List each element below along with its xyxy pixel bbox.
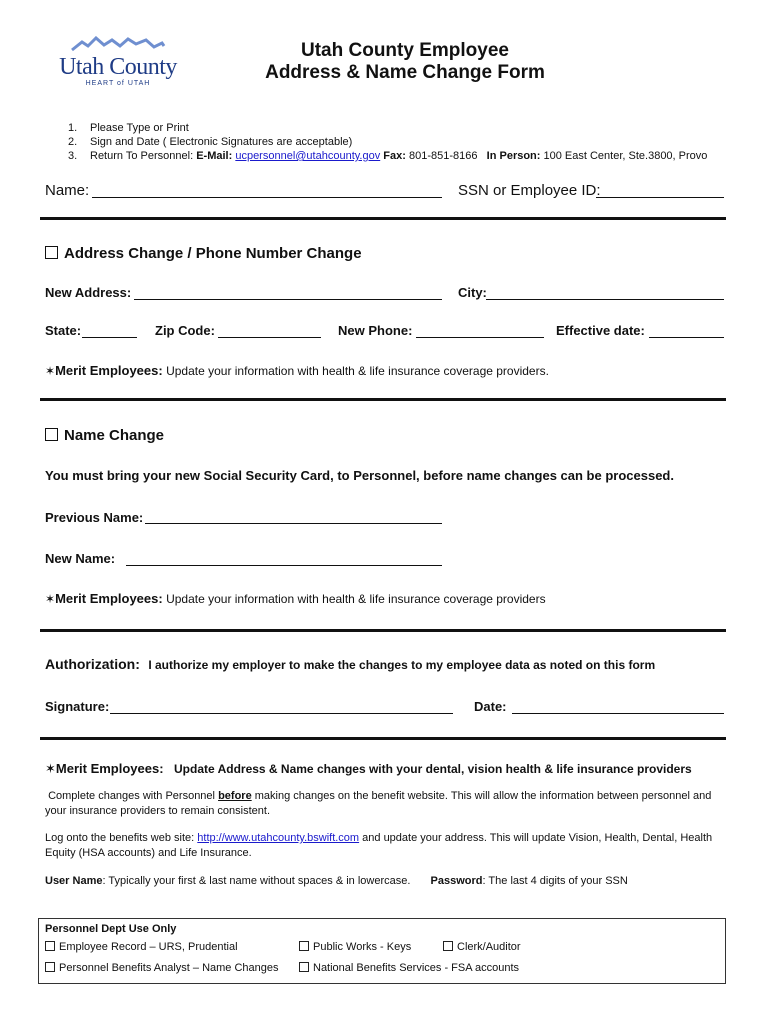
effective-date-label: Effective date: [556, 323, 645, 338]
checkbox-icon [443, 941, 453, 951]
city-field[interactable] [486, 285, 724, 300]
logo-tagline: HEART of UTAH [85, 80, 151, 87]
title-line-2: Address & Name Change Form [265, 62, 545, 83]
benefits-merit-heading: ✶Merit Employees: Update Address & Name changes with your dental, vision health & life insurance providers [45, 761, 692, 776]
star-icon: ✶ [45, 761, 56, 776]
personnel-dept-box [38, 918, 726, 984]
dept-box-title: Personnel Dept Use Only [45, 923, 177, 935]
ssn-field[interactable] [596, 183, 724, 198]
name-merit-note: ✶Merit Employees: Update your information with health & life insurance coverage providers [45, 591, 546, 606]
previous-name-label: Previous Name: [45, 510, 144, 525]
option-employee-record[interactable]: Employee Record – URS, Prudential [45, 941, 238, 953]
bswift-link[interactable]: http://www.utahcounty.bswift.com [197, 832, 360, 844]
zip-field[interactable] [218, 323, 321, 338]
office-address: 100 East Center, Ste.3800, Provo [543, 150, 708, 162]
checkbox-icon [299, 962, 309, 972]
login-info: User Name: Typically your first & last name without spaces & in lowercase. Password: The last 4 digits of your SSN [45, 875, 628, 887]
option-public-works[interactable]: Public Works - Keys [299, 941, 411, 953]
personnel-email-link[interactable]: ucpersonnel@utahcounty.gov [235, 150, 381, 162]
new-name-field[interactable] [126, 551, 442, 566]
new-phone-label: New Phone: [338, 323, 413, 338]
name-label: Name: [45, 182, 90, 199]
instruction-2: 2. Sign and Date ( Electronic Signatures are acceptable) [68, 136, 353, 148]
address-change-checkbox[interactable] [45, 246, 58, 259]
name-change-heading: Name Change [45, 427, 164, 444]
authorization-statement: Authorization: I authorize my employer to make the changes to my employee data as noted on this form [45, 656, 656, 672]
fax-number: 801-851-8166 [408, 150, 478, 162]
logo-name: Utah County [59, 54, 177, 80]
title-line-1: Utah County Employee [301, 40, 509, 61]
instruction-3: 3. Return To Personnel: E-Mail: ucpersonnel@utahcounty.gov Fax: 801-851-8166 In Person: 100 East Center, Ste.3800, Provo [68, 150, 708, 162]
effective-date-field[interactable] [649, 323, 724, 338]
city-label: City: [458, 285, 487, 300]
signature-field[interactable] [110, 699, 453, 714]
benefits-paragraph-2: Log onto the benefits web site: http://www.utahcounty.bswift.com and update your address. This will update Vision, Health, Dental, Health Equity (HSA accounts) and Life Insurance. [45, 832, 713, 859]
ssn-label: SSN or Employee ID: [458, 182, 601, 199]
new-address-label: New Address: [45, 285, 132, 300]
star-icon: ✶ [45, 364, 56, 378]
benefits-paragraph-1: Complete changes with Personnel before making changes on the benefit website. This will allow the information between personnel and your insurance providers to remain consistent. [45, 790, 712, 817]
form-title [200, 40, 610, 84]
new-address-field[interactable] [134, 285, 442, 300]
zip-label: Zip Code: [155, 323, 215, 338]
option-national-benefits[interactable]: National Benefits Services - FSA accounts [299, 962, 519, 974]
instruction-1: 1. Please Type or Print [68, 122, 189, 134]
address-merit-note: ✶Merit Employees: Update your information with health & life insurance coverage providers. [45, 363, 549, 378]
date-label: Date: [474, 699, 507, 714]
star-icon: ✶ [45, 592, 56, 606]
utah-county-logo [58, 36, 178, 94]
checkbox-icon [299, 941, 309, 951]
checkbox-icon [45, 941, 55, 951]
section-divider [40, 217, 726, 220]
signature-label: Signature: [45, 699, 110, 714]
new-name-label: New Name: [45, 551, 116, 566]
checkbox-icon [45, 962, 55, 972]
new-phone-field[interactable] [416, 323, 544, 338]
section-divider [40, 737, 726, 740]
state-label: State: [45, 323, 82, 338]
name-field[interactable] [92, 183, 442, 198]
option-benefits-analyst[interactable]: Personnel Benefits Analyst – Name Changes [45, 962, 279, 974]
name-change-checkbox[interactable] [45, 428, 58, 441]
option-clerk-auditor[interactable]: Clerk/Auditor [443, 941, 521, 953]
name-change-notice: You must bring your new Social Security Card, to Personnel, before name changes can be processed. [45, 468, 674, 483]
section-divider [40, 398, 726, 401]
date-field[interactable] [512, 699, 724, 714]
address-change-heading: Address Change / Phone Number Change [45, 245, 362, 262]
previous-name-field[interactable] [145, 509, 442, 524]
section-divider [40, 629, 726, 632]
state-field[interactable] [82, 323, 137, 338]
